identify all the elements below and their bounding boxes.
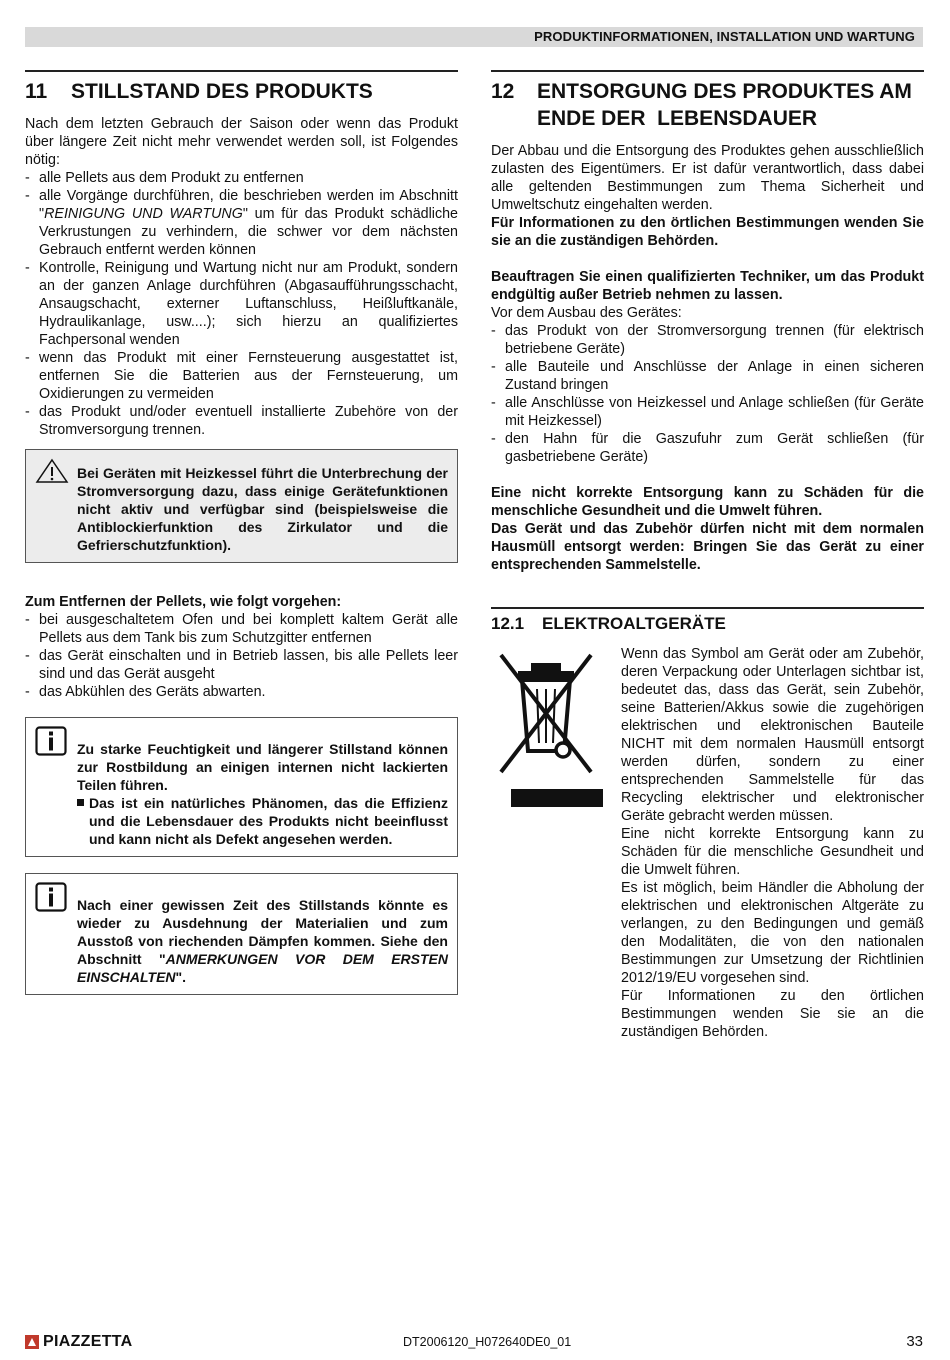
section-12-bold-3: Eine nicht korrekte Entsorgung kann zu Schäden für die menschliche Gesundheit und die Umwelt führen. <box>491 485 924 519</box>
section-11-heading <box>25 78 458 105</box>
section-12-number: 12 <box>491 80 515 103</box>
section-12-1-heading <box>491 613 924 635</box>
section-12-bold-1: Für Informationen zu den örtlichen Bestimmungen wenden Sie sie an die zuständigen Behörden. <box>491 215 924 249</box>
section-11-title: STILLSTAND DES PRODUKTS <box>71 80 373 103</box>
section-12-bold-2: Beauftragen Sie einen qualifizierten Techniker, um das Produkt endgültig außer Betrieb nehmen zu lassen. <box>491 269 924 303</box>
weee-para-4: Für Informationen zu den örtlichen Bestimmungen wenden Sie sie an die zuständigen Behörden. <box>621 988 924 1040</box>
warning-triangle-icon <box>35 458 69 489</box>
header-title: PRODUKTINFORMATIONEN, INSTALLATION UND WARTUNG <box>534 29 915 44</box>
info-box-2-text: Nach einer gewissen Zeit des Stillstands könnte es wieder zu Ausdehnung der Materialien und zum Ausstoß von riechenden Dämpfen kommen. Siehe den Abschnitt "ANMERKUNGEN VOR DEM ERSTEN EINSCHALTEN". <box>77 897 448 985</box>
info-box-1-text: Zu starke Feuchtigkeit und längerer Stillstand können zur Rostbildung an einigen internen nicht lackierten Teilen führen. <box>77 741 448 793</box>
section-rule <box>25 70 458 72</box>
list-item: - bei ausgeschaltetem Ofen und bei komplett kaltem Gerät alle Pellets aus dem Tank bis zum Schutzgitter entfernen <box>25 611 458 647</box>
pellets-list <box>25 611 458 701</box>
list-item: - den Hahn für die Gaszufuhr zum Gerät schließen (für gasbetriebene Geräte) <box>491 430 924 466</box>
info-box-1 <box>25 717 458 857</box>
section-12-intro: Der Abbau und die Entsorgung des Produktes gehen ausschließlich zulasten des Eigentümers. Er ist dafür verantwortlich, dass dabei alle geltenden Bestimmungen zum Thema Sicherheit und Umweltschutz eingehalten werden. <box>491 143 924 213</box>
warning-text: Bei Geräten mit Heizkessel führt die Unterbrechung der Stromversorgung dazu, dass einige Gerätefunktionen nicht aktiv und verfügbar sind (beispielsweise die Antiblockierfunktion des Zirkulator und die Gefrierschutzfunktion). <box>77 465 448 553</box>
pellets-heading: Zum Entfernen der Pellets, wie folgt vorgehen: <box>25 594 342 610</box>
info-icon <box>35 726 69 761</box>
list-item: - das Abkühlen des Geräts abwarten. <box>25 683 458 701</box>
section-11-number: 11 <box>25 80 48 103</box>
section-12-1-number: 12.1 <box>491 614 525 633</box>
weee-para-1: Wenn das Symbol am Gerät oder am Zubehör, deren Verpackung oder Unterlagen sichtbar ist, bedeutet das, dass das Gerät, sein Zubehör, seine Batterien/Akkus sowie die zugehörigen elektrischen und elektronischen Bauteile NICHT mit dem normalen Hausmüll entsorgt werden dürfen, sondern zu einer entsprechenden Sammelstelle für das Recycling elektrischer und elektronischer Geräte gebracht werden müssen. <box>621 646 924 824</box>
page-footer <box>25 1333 925 1353</box>
crossed-bin-icon <box>491 647 606 812</box>
weee-para-3: Es ist möglich, beim Händler die Abholung der elektrischen und elektronischen Altgeräte zu verlangen, zu den Bedingungen und gemäß den Modalitäten, die von den nationalen Bestimmungen zur Umsetzung der Richtlinien 2012/19/EU vorgesehen sind. <box>621 880 924 986</box>
list-item: - alle Vorgänge durchführen, die beschrieben werden im Abschnitt "REINIGUNG UND WARTUNG" um für das Produkt schädliche Verkrustungen zu verhindern, die schwer vor dem nächsten Gebrauch entfernt werden können <box>25 187 458 259</box>
section-11-intro: Nach dem letzten Gebrauch der Saison oder wenn das Produkt über längere Zeit nicht mehr verwendet werden soll, ist Folgendes nötig: <box>25 116 458 168</box>
brand-logo <box>25 1333 133 1351</box>
list-item: - Kontrolle, Reinigung und Wartung nicht nur am Produkt, sondern an der ganzen Anlage durchführen (Abgasaufführungsschacht, Ansaugschacht, externer Luftanschluss, Heißluftkanäle, Hydraulikanlage, usw....); sich hierzu an qualifiziertes Fachpersonal wenden <box>25 259 458 349</box>
list-item: Das ist ein natürliches Phänomen, das die Effizienz und die Lebensdauer des Produkts nicht beeinflusst und kann nicht als Defekt angesehen werden. <box>77 794 448 848</box>
info-box-1-list <box>77 794 448 848</box>
brand-name: PIAZZETTA <box>43 1333 133 1350</box>
weee-block <box>491 645 924 1041</box>
section-11-list <box>25 169 458 439</box>
list-item: - das Produkt von der Stromversorgung trennen (für elektrisch betriebene Geräte) <box>491 322 924 358</box>
list-item: - alle Anschlüsse von Heizkessel und Anlage schließen (für Geräte mit Heizkessel) <box>491 394 924 430</box>
section-12-title-line1: ENTSORGUNG DES PRODUKTES AM <box>537 80 912 103</box>
page-number: 33 <box>906 1333 923 1350</box>
section-12-bold-4: Das Gerät und das Zubehör dürfen nicht mit dem normalen Hausmüll entsorgt werden: Bringen Sie das Gerät zu einer entsprechenden Sammelstelle. <box>491 521 924 573</box>
section-12-title-line2: ENDE DER LEBENSDAUER <box>537 107 818 130</box>
weee-para-2: Eine nicht korrekte Entsorgung kann zu Schäden für die menschliche Gesundheit und die Umwelt führen. <box>621 826 924 878</box>
section-12-before: Vor dem Ausbau des Gerätes: <box>491 305 682 321</box>
left-column <box>25 70 458 995</box>
section-12-1-title: ELEKTROALTGERÄTE <box>542 614 726 633</box>
header-bar <box>25 27 923 47</box>
list-item: - wenn das Produkt mit einer Fernsteuerung ausgestattet ist, entfernen Sie die Batterien aus der Fernsteuerung, um Oxidierungen zu vermeiden <box>25 349 458 403</box>
document-code: DT2006120_H072640DE0_01 <box>403 1335 572 1349</box>
warning-box <box>25 449 458 563</box>
section-12-list <box>491 322 924 466</box>
piazzetta-logo-icon <box>25 1335 39 1349</box>
section-rule <box>491 607 924 609</box>
list-item: - alle Pellets aus dem Produkt zu entfernen <box>25 169 458 187</box>
list-item: - das Produkt und/oder eventuell installierte Zubehöre von der Stromversorgung trennen. <box>25 403 458 439</box>
section-12-heading <box>491 78 924 132</box>
list-item: - das Gerät einschalten und in Betrieb lassen, bis alle Pellets leer sind und das Gerät ausgeht <box>25 647 458 683</box>
right-column <box>491 70 924 1041</box>
section-rule <box>491 70 924 72</box>
list-item: - alle Bauteile und Anschlüsse der Anlage in einen sicheren Zustand bringen <box>491 358 924 394</box>
info-box-2 <box>25 873 458 995</box>
info-icon <box>35 882 69 917</box>
